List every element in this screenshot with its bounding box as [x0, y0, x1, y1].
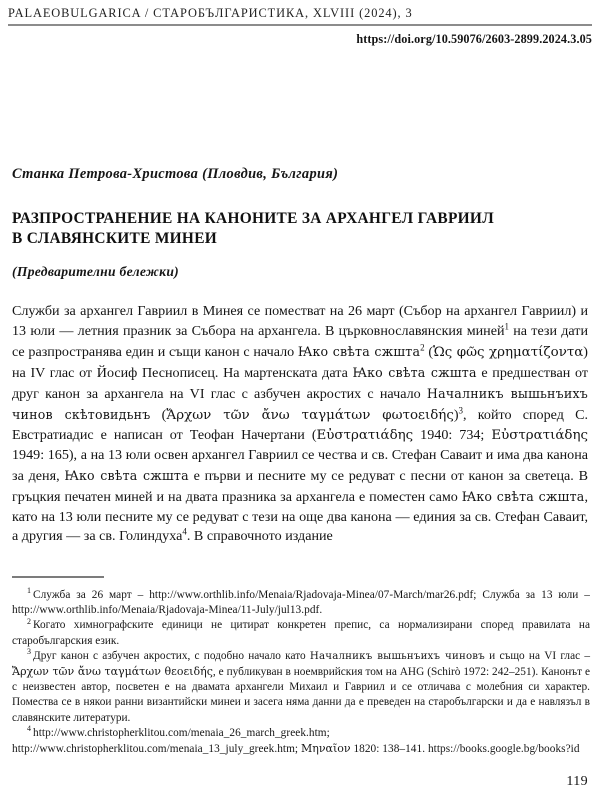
p1-seg-2: на тези дати се разпространява един и същи канон с начало [12, 322, 589, 360]
footnote-1-marker: 1 [27, 586, 31, 596]
footnote-3-greek: Ἄρχων τῶν ἄνω ταγμάτων θεοειδής [12, 665, 213, 679]
p1-greek-4: Εὐστρατιάδης [491, 427, 588, 443]
footnote-ref-1[interactable]: 1 [504, 321, 509, 332]
p1-seg-8: , който според С. Евстратиадис е написан от Теофан Начертани ( [12, 406, 589, 443]
running-head [8, 6, 592, 26]
footnote-3 [12, 649, 590, 726]
footnote-1 [12, 588, 590, 618]
footnote-3-text-part-2: и също на VI глас – [484, 649, 590, 662]
p1-greek-1: Ὡς φῶς χρηματίζοντα [433, 344, 584, 360]
p1-seg-13: . В справочното издание [186, 528, 333, 545]
footnote-4-marker: 4 [27, 724, 31, 734]
p1-slavonic-5: Ꙗко свѣта сжшта [461, 488, 585, 504]
footnote-3-text-part-1: Друг канон с азбучен акростих, с подобно начало като [33, 649, 310, 662]
footnote-3-slavonic: Началникъ вышьнъихъ чиновъ [309, 650, 485, 662]
footnote-4 [12, 726, 590, 757]
p1-greek-2: Ἄρχων τῶν ἄνω ταγμάτων φωτοειδής [166, 407, 454, 423]
page-title [12, 209, 588, 250]
page-number: 119 [566, 774, 588, 789]
p1-seg-6: ( [150, 406, 167, 423]
footnote-4-text-part-2: 1820: 138–141. https://books.google.bg/books?id [350, 743, 580, 756]
p1-seg-5: е предшестван от друг канон за архангела на VI глас с азбучен акростих с начало [12, 364, 588, 402]
footnote-4-text-part-1: http://www.christopherklitou.com/menaia_26_march_greek.htm; http://www.christopherklitou.com/menaia_13_july_greek.htm; [12, 726, 330, 756]
p1-slavonic-2: Ꙗко свѣта сжшта [352, 364, 477, 380]
running-head-text: PALAEOBULGARICA / СТАРОБЪЛГАРИСТИКА, XLVIII (2024), 3 [8, 6, 413, 20]
footnote-ref-2[interactable]: 2 [420, 342, 425, 353]
footnote-2 [12, 618, 590, 648]
page-subtitle: (Предварителни бележки) [12, 263, 180, 279]
p1-slavonic-4: Ꙗко свѣта сжшта [64, 467, 189, 483]
page-title-line-1: РАЗПРОСТРАНЕНИЕ НА КАНОНИТЕ ЗА АРХАНГЕЛ ГАВРИИЛ [12, 210, 494, 227]
p1-seg-12: , като на 13 юли песните му се редуват с тези на още два канона — единия за св. Стефан Саваит, а другия — за св. Голиндуха [12, 488, 588, 545]
footnote-ref-4[interactable]: 4 [182, 526, 187, 537]
p1-seg-10: 1949: 165), а на 13 юли освен архангел Гавриил се чества и св. Стефан Саваит и има два канона за деня, [12, 446, 588, 484]
footnote-ref-3[interactable]: 3 [458, 405, 464, 416]
p1-seg-1: Служби за архангел Гавриил в Минея се поместват на 26 март (Събор на архангел Гавриил) и 13 юли — летния празник за Събора на архангела. В църковнославянския миней [12, 303, 588, 339]
footnote-list [12, 588, 590, 757]
running-head-rule [8, 24, 592, 26]
footnote-4-greek: Μηναῖον [300, 742, 351, 756]
paragraph-1 [12, 302, 588, 547]
p1-seg-9: 1940: 734; [413, 426, 492, 443]
page-title-line-2: В СЛАВЯНСКИТЕ МИНЕИ [12, 230, 218, 248]
p1-seg-3: ( [424, 343, 434, 360]
author-byline: Станка Петрова-Христова (Пловдив, България) [12, 166, 339, 182]
p1-seg-7: ) [453, 406, 459, 423]
footnote-3-marker: 3 [27, 647, 31, 657]
p1-slavonic-1: Ꙗко свѣта сжшта [297, 343, 421, 359]
footnote-3-text-part-3: , е публикуван в ноемврийския том на AHG (Schirò 1972: 242–251). Канонът е с неизвестен автор, посветен е на двамата архангели Михаил и Гавриил и се отличава с молебния си характер. Помества се в някои ранни византийски минеи и засега няма данни да е преведен на старобългарски и да е навлязъл в славянските литератури. [12, 666, 590, 724]
body-text [12, 302, 588, 547]
footnote-separator [12, 576, 104, 578]
p1-seg-11: е първи и песните му се редуват с песни от канон за светеца. В гръцкия печатен миней и на двата празника за архангела е поместен само [12, 467, 588, 505]
p1-seg-4: ) на IV глас от Йосиф Песнописец. На мартенската дата [12, 343, 588, 381]
title-block [12, 166, 588, 280]
p1-greek-3: Εὐστρατιάδης [316, 427, 414, 443]
p1-slavonic-3: Началникъ вышьнъихъ чинов скѣтовидьнъ [12, 385, 588, 422]
footnote-2-text: Когато химнографските единици не цитират конкретен препис, са нормализирани според правилата на старобългарския език. [12, 619, 590, 647]
doi-link[interactable]: https://doi.org/10.59076/2603-2899.2024.3.05 [356, 32, 592, 46]
footnote-1-text: Служба за 26 март – http://www.orthlib.info/Menaia/Rjadovaja-Minea/07-March/mar26.pdf; Служба за 13 юли – http://www.orthlib.info/Menaia/Rjadovaja-Minea/11-July/jul13.pdf. [12, 589, 590, 617]
footnote-2-marker: 2 [27, 616, 31, 626]
